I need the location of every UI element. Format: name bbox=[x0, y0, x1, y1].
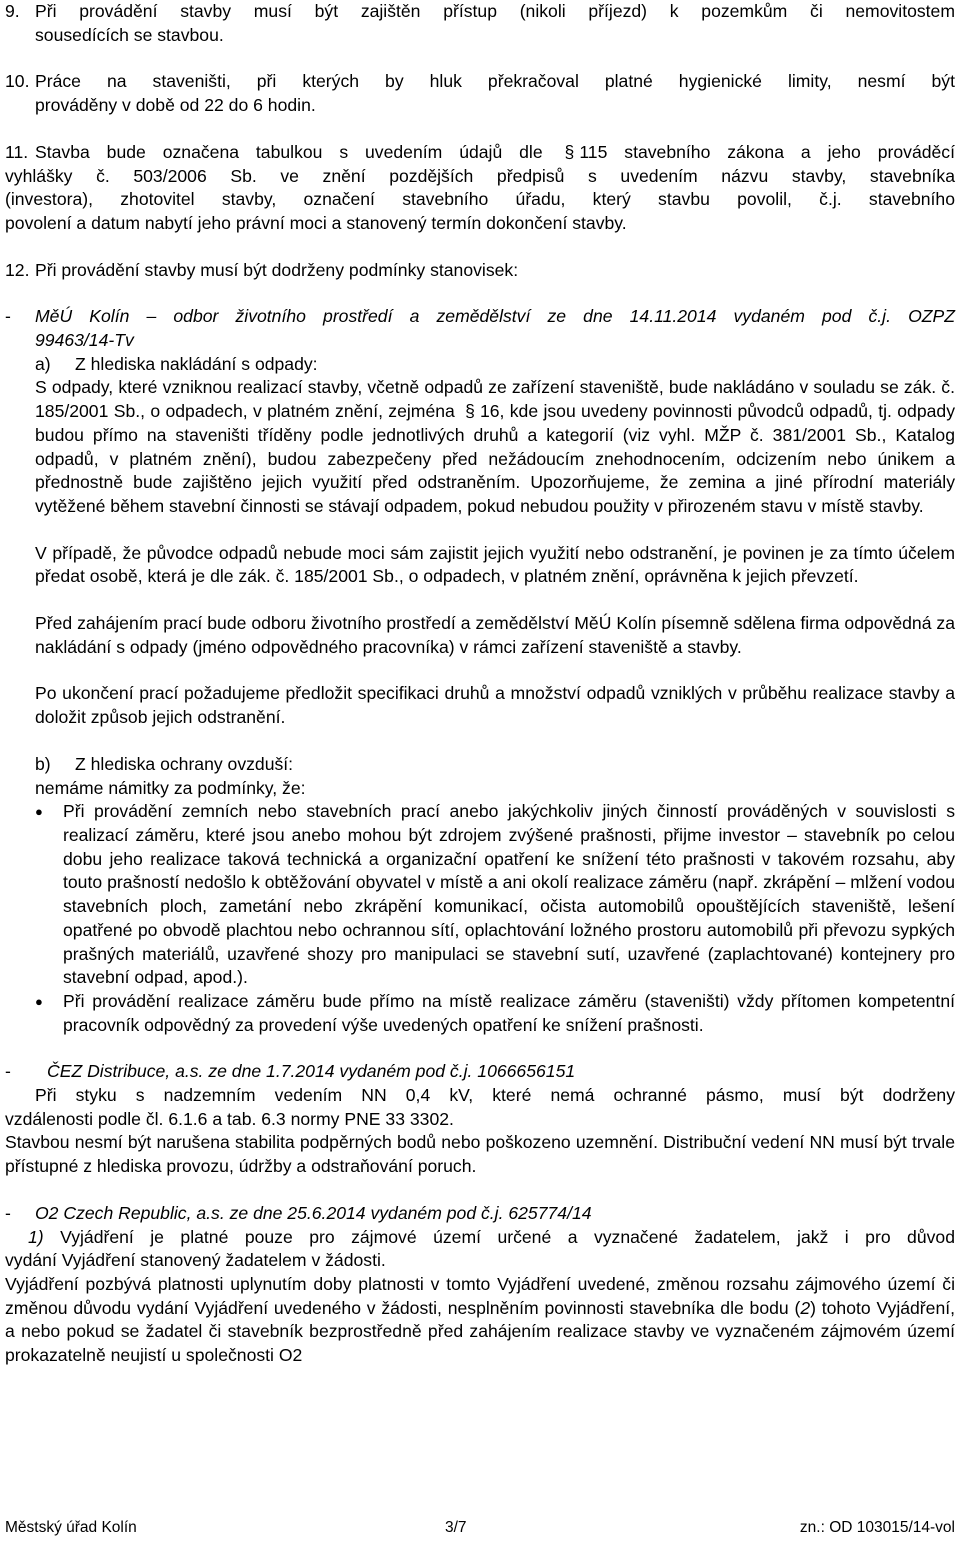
condition-text-part: 115 stavebního zákona a jeho prováděcí bbox=[579, 141, 955, 162]
condition-text: Při provádění stavby musí být zajištěn přístup (nikoli příjezd) k pozemkům či nemovitostem bbox=[35, 1, 955, 21]
opinion-heading: MěÚ Kolín – odbor životního prostředí a zemědělství ze dne 14.11.2014 vydaném pod č.j. OZPZ bbox=[35, 306, 955, 327]
condition-text: vyhlášky č. 503/2006 Sb. ve znění pozdějších předpisů s uvedením názvu stavby, stavebníka bbox=[5, 165, 955, 186]
paragraph-part: ) tohoto Vyjádření, a nebo pokud se žadatel či stavebník bezprostředně před zahájením realizace stavby ve vyznačeném zájmovém území prokazatelně neujistí u společnosti O2 bbox=[5, 1297, 956, 1366]
dash: - bbox=[5, 1061, 11, 1082]
paragraph: Před zahájením prací bude odboru životního prostředí a zemědělství MěÚ Kolín písemně sdělena firma odpovědná za nakládání s odpady (jméno odpovědného pracovníka) v rámci zařízení staveniště a stavby. bbox=[35, 613, 955, 657]
page-number: 3/7 bbox=[445, 1519, 467, 1536]
condition-number: 12. bbox=[5, 259, 30, 280]
paragraph-part: Vyjádření pozbývá platnosti uplynutím doby platnosti v tomto Vyjádření uvedené, změnou rozsahu zájmového území či změnou důvodu vydání Vyjádření uvedeného v žádosti, nesplněním povinnosti stavebníka dle bodu ( bbox=[5, 1273, 955, 1318]
file-reference: zn.: OD 103015/14-vol bbox=[799, 1519, 955, 1536]
dash: - bbox=[5, 1202, 11, 1223]
condition-text-part: Stavba bude označena tabulkou s uvedením údajů dle bbox=[35, 141, 543, 162]
condition-text bbox=[35, 141, 955, 165]
paragraph: Po ukončení prací požadujeme předložit specifikaci druhů a množství odpadů vzniklých v průběhu realizace stavby a doložit způsob jejich odstranění. bbox=[35, 683, 955, 728]
paragraph bbox=[5, 1226, 955, 1250]
section-b-heading bbox=[35, 753, 955, 777]
condition-number: 10. bbox=[5, 71, 30, 92]
section-title: Z hlediska ochrany ovzduší: bbox=[75, 753, 294, 774]
condition-text: Při provádění stavby musí být dodrženy podmínky stanovisek: bbox=[35, 259, 519, 280]
condition-number: 9. bbox=[5, 1, 20, 21]
condition-text: povolení a datum nabytí jeho právní moci a stanovený termín dokončení stavby. bbox=[5, 212, 627, 233]
paragraph: nemáme námitky za podmínky, že: bbox=[35, 777, 306, 798]
list-item-text: Při provádění realizace záměru bude přímo na místě realizace záměru (staveništi) vždy přítomen kompetentní pracovník odpovědný za provedení výše uvedených opatření ke snížení prašnosti. bbox=[63, 990, 955, 1035]
condition-text: Práce na staveništi, při kterých by hluk překračoval platné hygienické limity, nesmí být bbox=[35, 71, 955, 92]
bullet: ● bbox=[35, 993, 43, 1009]
condition-11 bbox=[5, 141, 955, 165]
condition-text: (investora), zhotovitel stavby, označení stavebního úřadu, který stavbu povolil, č.j. stavebního bbox=[5, 189, 955, 210]
paragraph: vzdálenosti podle čl. 6.1.6 a tab. 6.3 normy PNE 33 3302. bbox=[5, 1108, 454, 1129]
bullet: ● bbox=[35, 804, 43, 820]
opinion-meu-heading bbox=[5, 305, 955, 352]
paragraph: Stavbou nesmí být narušena stabilita podpěrných bodů nebo poškozeno uzemnění. Distribuční vedení NN musí být trvale přístupné z hlediska provozu, údržby a odstraňování poruch. bbox=[5, 1132, 955, 1177]
point-number: 2 bbox=[800, 1297, 811, 1318]
paragraph: Při styku s nadzemním vedením NN 0,4 kV, které nemá ochranné pásmo, musí být dodrženy bbox=[35, 1085, 955, 1106]
paragraph-part: Vyjádření je platné pouze pro zájmové území určené a vyznačené žadatelem, jakž i pro důvod bbox=[60, 1226, 955, 1247]
condition-12 bbox=[5, 259, 955, 283]
condition-number: 11. bbox=[5, 141, 29, 162]
opinion-heading: ČEZ Distribuce, a.s. ze dne 1.7.2014 vydaném pod č.j. 1066656151 bbox=[47, 1061, 576, 1082]
section-sign: § bbox=[465, 401, 475, 422]
condition-10 bbox=[5, 70, 955, 117]
page-footer bbox=[5, 1518, 955, 1538]
list-item-text: Při provádění zemních nebo stavebních prací anebo jakýchkoliv jiných činností prováděných v souvislosti s realizací záměru, které jsou anebo mohou být zdrojem zvýšené prašnosti, přijme investor – stavebník po celou dobu jeho realizace taková technická a organizační opatření ke snížení této prašnosti v takovém rozsahu, aby touto prašností nedošlo k obtěžování obyvatel v místě a ani okolí realizace záměru (např. zkrápění – mlžení vodou stavebních ploch, zametání nebo zkrápění komunikací, očista automobilů opouštějících staveniště, lešení opatřené po obvodě plachtou nebo ochrannou sítí, oplachtování ložného prostoru automobilů při převozu sypkých prašných materiálů, uzavřené shozy pro manipulaci se stavební sutí, uzavřené (zaplachtované) kontejnery pro stavební odpad, apod.). bbox=[63, 801, 955, 988]
paragraph-part: S odpady, které vzniknou realizací stavby, včetně odpadů ze zařízení staveniště, bude nakládáno v souladu se zák. č. 185/2001 Sb., o odpadech, v platném znění, zejména bbox=[35, 377, 955, 422]
document-page bbox=[5, 0, 955, 1368]
paragraph bbox=[5, 1273, 955, 1368]
list-item bbox=[35, 990, 955, 1037]
paragraph: V případě, že původce odpadů nebude moci sám zajistit jejich využití nebo odstranění, je povinen je za tímto účelem předat osobě, která je dle zák. č. 185/2001 Sb., o odpadech, v platném znění, oprávněna k jejich převzetí. bbox=[35, 542, 955, 587]
paragraph: vydání Vyjádření stanovený žadatelem v žádosti. bbox=[5, 1250, 386, 1271]
dash: - bbox=[5, 306, 11, 327]
paragraph-part: 16, kde jsou uvedeny povinnosti původců odpadů, tj. odpady budou přímo na staveništi tříděny podle jednotlivých druhů a kategorií (viz vyhl. MŽP č. 381/2001 Sb., Katalog odpadů, v platném znění), budou zabezpečeny před nežádoucím znehodnocením, odcizením nebo únikem a přednostně bude zajištěno jejich využití před odstraněním. Upozorňujeme, že zemina a jiné přírodní materiály vytěžené během stavební činnosti se stávají odpadem, pokud nebudou použity v přirozeném stavu v místě stavby. bbox=[35, 401, 955, 516]
opinion-cez-heading bbox=[5, 1060, 955, 1084]
list-item bbox=[35, 800, 955, 990]
section-a-heading bbox=[35, 353, 955, 377]
condition-text: prováděny v době od 22 do 6 hodin. bbox=[35, 95, 316, 116]
paragraph bbox=[35, 376, 955, 518]
opinion-heading: O2 Czech Republic, a.s. ze dne 25.6.2014 vydaném pod č.j. 625774/14 bbox=[35, 1202, 592, 1223]
opinion-o2-heading bbox=[5, 1202, 955, 1226]
condition-9 bbox=[5, 0, 955, 47]
opinion-heading: 99463/14-Tv bbox=[35, 330, 134, 351]
section-label: a) bbox=[35, 353, 51, 374]
point-number: 1) bbox=[28, 1226, 44, 1247]
section-sign: § bbox=[564, 141, 575, 162]
section-label: b) bbox=[35, 753, 51, 774]
footer-office: Městský úřad Kolín bbox=[5, 1519, 137, 1536]
condition-text: sousedících se stavbou. bbox=[35, 24, 224, 45]
section-title: Z hlediska nakládání s odpady: bbox=[75, 353, 318, 374]
